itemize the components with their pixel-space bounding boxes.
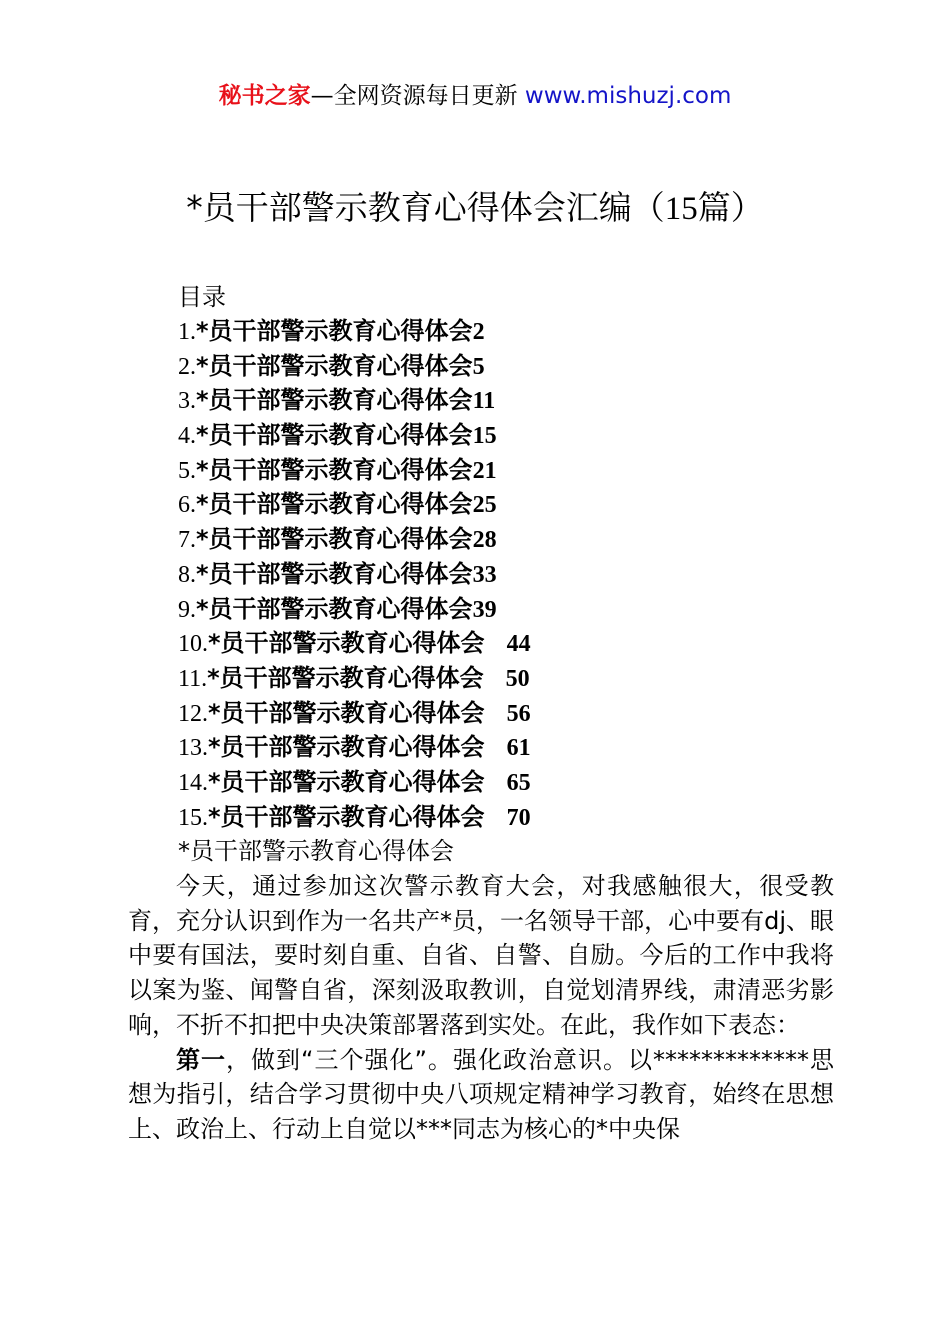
- toc-item-number: 6.: [178, 492, 196, 519]
- toc-list: [178, 314, 531, 834]
- toc-item-page: 50: [505, 665, 530, 692]
- toc-item[interactable]: [178, 800, 531, 835]
- toc-item[interactable]: [178, 314, 531, 349]
- toc-item-label: *员干部警示教育心得体会: [196, 559, 473, 588]
- toc-item[interactable]: [178, 696, 531, 731]
- toc-item-page: 39: [472, 596, 497, 623]
- toc-item-label: *员干部警示教育心得体会: [196, 317, 473, 345]
- site-brand: 秘书之家: [218, 83, 311, 109]
- toc-item-label: *员干部警示教育心得体会: [196, 421, 473, 450]
- toc-item[interactable]: [178, 661, 531, 696]
- toc-item-number: 3.: [178, 388, 196, 415]
- toc-item-page: 11: [472, 388, 496, 415]
- toc-item[interactable]: [178, 418, 531, 453]
- document-title-count: 15: [664, 191, 698, 227]
- toc-item[interactable]: [178, 383, 531, 418]
- toc-item-label: *员干部警示教育心得体会: [208, 733, 485, 762]
- toc-item-label: *员干部警示教育心得体会: [196, 386, 473, 415]
- document-title-prefix: *员干部警示教育心得体会汇编（: [186, 188, 665, 227]
- toc-item-page: 70: [506, 804, 531, 831]
- toc-item-number: 4.: [178, 423, 196, 450]
- toc-item-page: 28: [472, 527, 497, 554]
- site-header: [0, 80, 950, 112]
- toc-item-label: *员干部警示教育心得体会: [196, 455, 473, 484]
- toc-item-label: *员干部警示教育心得体会: [208, 767, 485, 796]
- toc-item[interactable]: [178, 592, 531, 627]
- toc-item[interactable]: [178, 453, 531, 488]
- toc-item[interactable]: [178, 765, 531, 800]
- toc-item-number: 7.: [178, 527, 196, 554]
- toc-item[interactable]: [178, 487, 531, 522]
- body-paragraph-2-lead: 第一: [176, 1045, 227, 1074]
- toc-item[interactable]: [178, 730, 531, 765]
- toc-heading: 目录: [178, 283, 226, 311]
- toc-item-page: 5: [472, 353, 485, 380]
- toc-item-page: 44: [506, 631, 531, 658]
- toc-item-page: 2: [472, 319, 485, 345]
- toc-item-number: 1.: [178, 319, 196, 345]
- toc-item-page: 15: [472, 423, 497, 450]
- toc-item-page: 21: [472, 457, 497, 484]
- toc-item-number: 9.: [178, 596, 196, 623]
- body-paragraph-2-rest: ，做到“三个强化”。强化政治意识。以*************思想为指引，结合学习贯彻中央八项规定精神学习教育，始终在思想上、政治上、行动上自觉以***同志为核心的*中央保: [128, 1045, 834, 1143]
- toc-item-label: *员干部警示教育心得体会: [196, 525, 473, 554]
- toc-item-page: 56: [506, 700, 531, 727]
- toc-item-page: 25: [472, 492, 497, 519]
- toc-item[interactable]: [178, 626, 531, 661]
- toc-item-number: 11.: [178, 665, 208, 692]
- toc-item[interactable]: [178, 522, 531, 557]
- section-title: *员干部警示教育心得体会: [178, 837, 454, 865]
- document-title-suffix: 篇）: [697, 188, 764, 227]
- toc-item-page: 33: [472, 561, 497, 588]
- table-of-contents: [178, 280, 531, 834]
- toc-item-number: 8.: [178, 561, 196, 588]
- body-paragraph-2: [128, 1043, 834, 1147]
- toc-item-label: *员干部警示教育心得体会: [208, 629, 485, 658]
- toc-item[interactable]: [178, 557, 531, 592]
- body-paragraph-1: 今天，通过参加这次警示教育大会，对我感触很大，很受教育，充分认识到作为一名共产*员，一名领导干部，心中要有dj、眼中要有国法，要时刻自重、自省、自警、自励。今后的工作中我将以案为鉴、闻警自省，深刻汲取教训，自觉划清界线，肃清恶劣影响，不折不扣把中央决策部署落到实处。在此，我作如下表态：: [128, 872, 834, 1039]
- toc-item[interactable]: [178, 349, 531, 384]
- document-title: [0, 185, 950, 232]
- toc-item-number: 2.: [178, 353, 196, 380]
- toc-item-label: *员干部警示教育心得体会: [208, 698, 485, 727]
- toc-item-label: *员干部警示教育心得体会: [196, 594, 473, 623]
- toc-item-label: *员干部警示教育心得体会: [208, 802, 485, 831]
- toc-item-label: *员干部警示教育心得体会: [196, 351, 473, 380]
- site-url-link[interactable]: www.mishuzj.com: [524, 83, 732, 109]
- toc-item-label: *员干部警示教育心得体会: [207, 663, 484, 692]
- section-body: [128, 869, 834, 1147]
- site-tagline: —全网资源每日更新: [310, 83, 525, 109]
- toc-item-number: 14.: [178, 769, 208, 796]
- toc-item-number: 15.: [178, 804, 208, 831]
- toc-item-number: 10.: [178, 631, 208, 658]
- toc-item-page: 61: [506, 735, 531, 762]
- toc-item-page: 65: [506, 769, 531, 796]
- toc-item-number: 13.: [178, 735, 208, 762]
- toc-item-label: *员干部警示教育心得体会: [196, 490, 473, 519]
- toc-item-number: 12.: [178, 700, 208, 727]
- toc-item-number: 5.: [178, 457, 196, 484]
